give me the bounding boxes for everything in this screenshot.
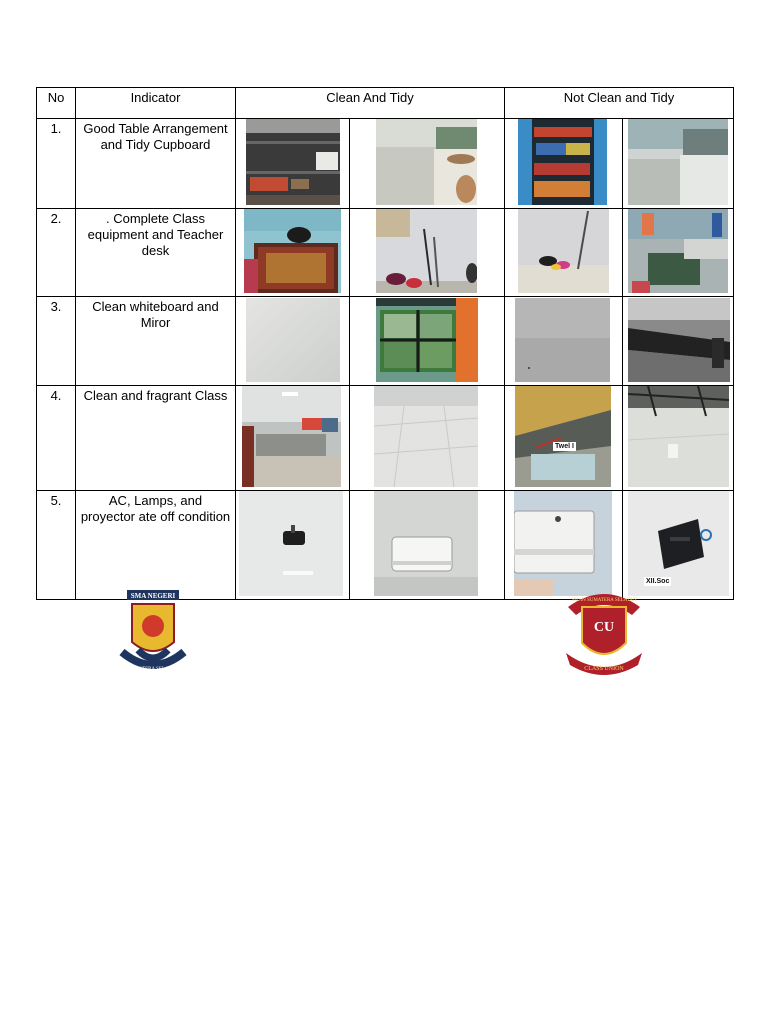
class-union-logo: [562, 585, 646, 677]
svg-text:CLASS UNION: CLASS UNION: [584, 666, 624, 672]
clean-photos-cell: [236, 491, 505, 600]
svg-text:CU: CU: [593, 620, 615, 635]
clean-floor-photo: [374, 386, 478, 487]
messy-table-photo: [628, 119, 728, 205]
row-number: 5.: [37, 491, 76, 600]
sma-negeri-logo: [118, 588, 188, 676]
header-not-clean-and-tidy: Not Clean and Tidy: [505, 88, 734, 119]
not-clean-photos-cell: [505, 297, 734, 386]
photo-tag: Twel I: [555, 443, 574, 450]
clean-photos-cell: [236, 297, 505, 386]
not-clean-photos-cell: [505, 491, 734, 600]
ac-on-photo: [514, 491, 612, 596]
cupboard-tidy-photo: [246, 119, 340, 205]
indicator-text: AC, Lamps, and proyector ate off condition: [76, 491, 236, 600]
row-number: 4.: [37, 386, 76, 491]
table-row: [37, 297, 734, 386]
messy-cupboard-photo: [518, 119, 607, 205]
table-row: [37, 209, 734, 297]
dirty-ceiling-photo: [515, 386, 611, 487]
not-clean-photos-cell: [505, 119, 734, 209]
teacher-desk-photo: [244, 209, 341, 293]
indicator-text: Clean whiteboard and Miror: [76, 297, 236, 386]
svg-text:SMAN SUMATERA SELATAN: SMAN SUMATERA SELATAN: [571, 598, 637, 603]
dirty-floor-photo: [628, 386, 729, 487]
row-number: 2.: [37, 209, 76, 297]
messy-floor-photo: [518, 209, 609, 293]
table-row: [37, 119, 734, 209]
dirty-window-frame-photo: [628, 298, 730, 382]
header-clean-and-tidy: Clean And Tidy: [236, 88, 505, 119]
row-number: 1.: [37, 119, 76, 209]
row-number: 3.: [37, 297, 76, 386]
clean-photos-cell: [236, 386, 505, 491]
header-indicator: Indicator: [76, 88, 236, 119]
clean-window-photo: [376, 298, 478, 382]
tidy-table-photo: [376, 119, 477, 205]
photo-tag: XII.Soc: [646, 578, 670, 585]
cleaning-equipment-photo: [376, 209, 477, 293]
dirty-whiteboard-photo: [515, 298, 610, 382]
clean-photos-cell: [236, 119, 505, 209]
clean-classroom-photo: [242, 386, 341, 487]
clean-whiteboard-photo: [246, 298, 340, 382]
incomplete-desk-photo: [628, 209, 728, 293]
table-row: [37, 491, 734, 600]
clean-photos-cell: [236, 209, 505, 297]
svg-text:SUMATERA SELATAN: SUMATERA SELATAN: [128, 667, 178, 672]
svg-text:SMA NEGERI: SMA NEGERI: [130, 592, 176, 600]
indicator-table: [36, 87, 734, 600]
header-no: No: [37, 88, 76, 119]
ac-off-photo: [374, 491, 478, 596]
table-row: [37, 386, 734, 491]
indicator-text: Clean and fragrant Class: [76, 386, 236, 491]
indicator-text: Good Table Arrangement and Tidy Cupboard: [76, 119, 236, 209]
not-clean-photos-cell: [505, 386, 734, 491]
projector-off-photo: [239, 491, 343, 596]
table-header-row: [37, 88, 734, 119]
indicator-text: . Complete Class equipment and Teacher desk: [76, 209, 236, 297]
not-clean-photos-cell: [505, 209, 734, 297]
